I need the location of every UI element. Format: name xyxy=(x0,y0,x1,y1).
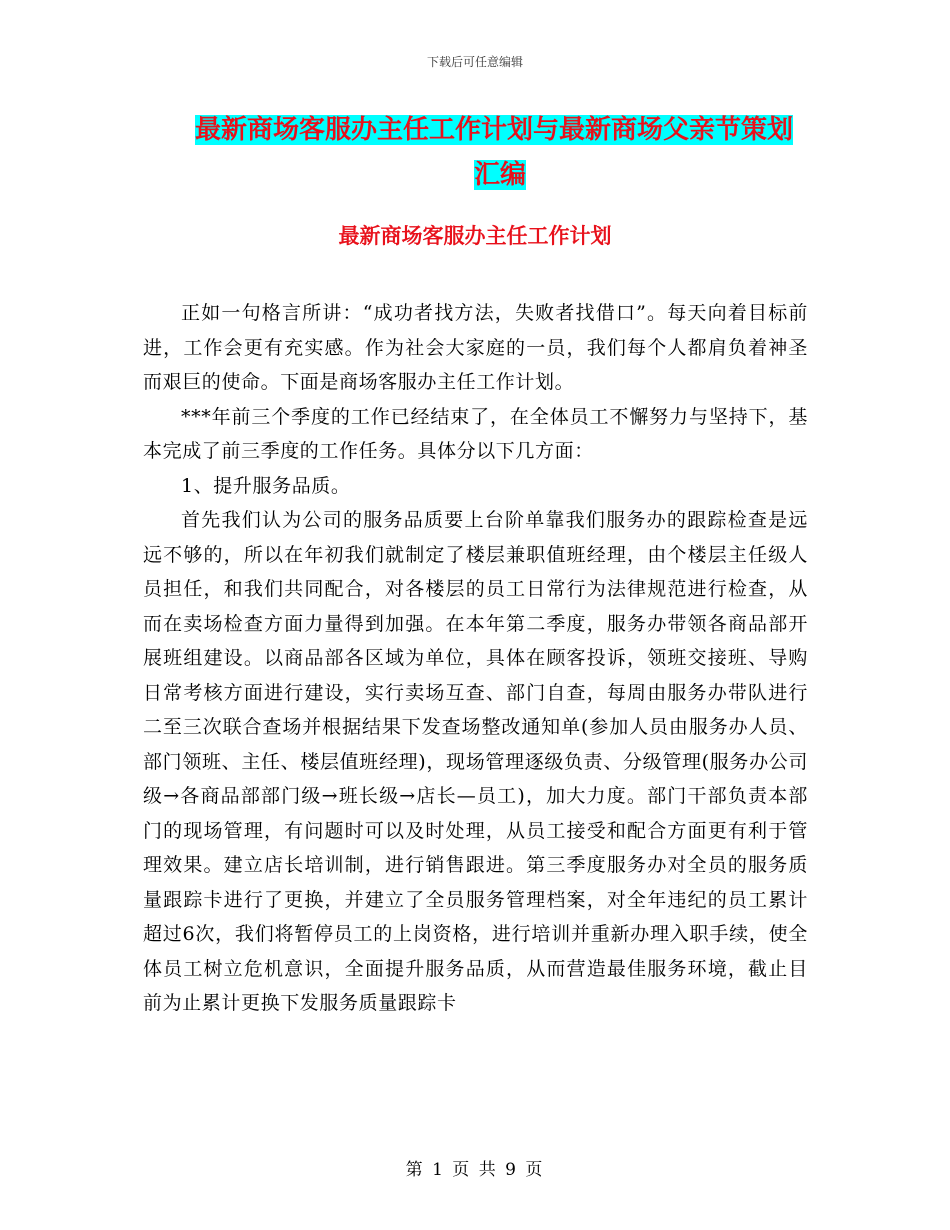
document-title xyxy=(195,108,815,198)
paragraph-summary: ***年前三个季度的工作已经结束了，在全体员工不懈努力与坚持下，基本完成了前三季度的工作任务。具体分以下几方面： xyxy=(143,405,808,462)
document-title-line-2: 汇编 xyxy=(473,160,526,190)
paragraph-intro: 正如一句格言所讲：“成功者找方法，失败者找借口”。每天向着目标前进，工作会更有充实感。作为社会大家庭的一员，我们每个人都肩负着神圣而艰巨的使命。下面是商场客服办主任工作计划。 xyxy=(143,302,808,393)
paragraph-heading-1: 1、提升服务品质。 xyxy=(181,474,351,497)
page-header-note: 下载后可任意编辑 xyxy=(426,55,523,69)
document-body xyxy=(143,296,808,1021)
page-number: 第 1 页 共 9 页 xyxy=(405,1160,545,1180)
paragraph-service-quality: 首先我们认为公司的服务品质要上台阶单靠我们服务办的跟踪检查是远远不够的，所以在年初我们就制定了楼层兼职值班经理，由个楼层主任级人员担任，和我们共同配合，对各楼层的员工日常行为法律规范进行检查，从而在卖场检查方面力量得到加强。在本年第二季度，服务办带领各商品部开展班组建设。以商品部各区域为单位，具体在顾客投诉，领班交接班、导购日常考核方面进行建设，实行卖场互查、部门自查，每周由服务办带队进行二至三次联合查场并根据结果下发查场整改通知单(参加人员由服务办人员、部门领班、主任、楼层值班经理)，现场管理逐级负责、分级管理(服务办公司级→各商品部部门级→班长级→店长—员工)，加大力度。部门干部负责本部门的现场管理，有问题时可以及时处理，从员工接受和配合方面更有利于管理效果。建立店长培训制，进行销售跟进。第三季度服务办对全员的服务质量跟踪卡进行了更换，并建立了全员服务管理档案，对全年违纪的员工累计超过6次，我们将暂停员工的上岗资格，进行培训并重新办理入职手续，使全体员工树立危机意识，全面提升服务品质，从而营造最佳服务环境，截止目前为止累计更换下发服务质量跟踪卡 xyxy=(143,509,808,1014)
section-title: 最新商场客服办主任工作计划 xyxy=(338,224,612,248)
document-title-line-1: 最新商场客服办主任工作计划与最新商场父亲节策划 xyxy=(195,115,794,145)
